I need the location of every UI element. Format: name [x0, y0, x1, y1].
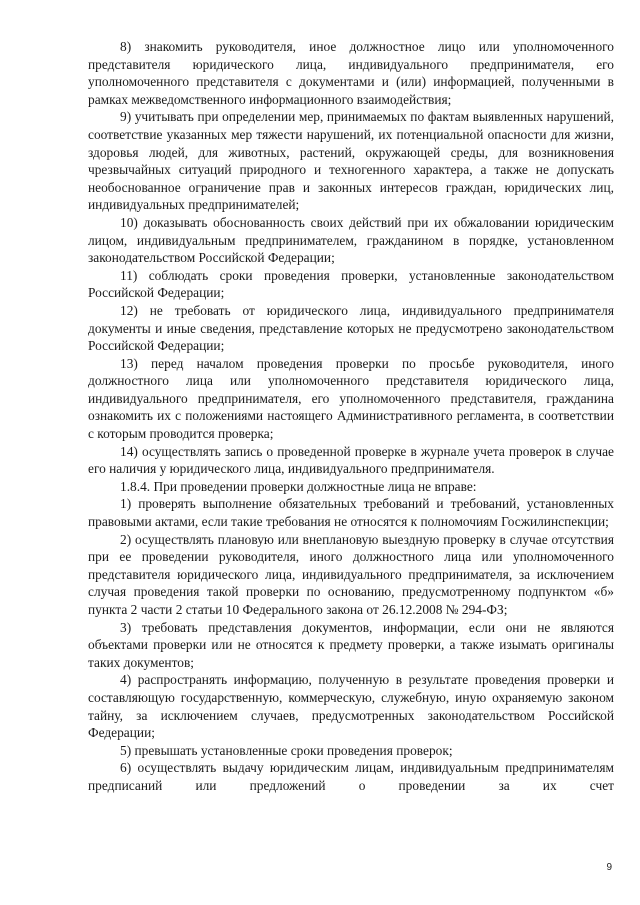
prohibition-item-1: 1) проверять выполнение обязательных требований и требований, установленных правовыми актами, если такие требования не относятся к полномочиям Госжилинспекции;	[88, 496, 614, 530]
paragraph-item-9: 9) учитывать при определении мер, принимаемых по фактам выявленных нарушений, соответствие указанных мер тяжести нарушений, их потенциальной опасности для жизни, здоровья людей, для животных, растений, окружающей среды, для возникновения чрезвычайных ситуаций природного и техногенного характера, а также не допускать необоснованное ограничение прав и законных интересов граждан, юридических лиц, индивидуальных предпринимателей;	[88, 109, 614, 213]
paragraph-item-11: 11) соблюдать сроки проведения проверки, установленные законодательством Российской Федерации;	[88, 267, 614, 301]
paragraph-item-14: 14) осуществлять запись о проведенной проверке в журнале учета проверок в случае его наличия у юридического лица, индивидуального предпринимателя.	[88, 443, 614, 477]
paragraph-item-13: 13) перед началом проведения проверки по просьбе руководителя, иного должностного лица или уполномоченного представителя юридического лица, индивидуального предпринимателя, его уполномоченного представителя, гражданина ознакомить их с положениями настоящего Административного регламента, в соответствии с которым проводится проверка;	[88, 355, 614, 442]
paragraph-item-8: 8) знакомить руководителя, иное должностное лицо или уполномоченного представителя юридического лица, индивидуального предпринимателя, его уполномоченного представителя с документами и (или) информацией, полученными в рамках межведомственного информационного взаимодействия;	[88, 39, 614, 107]
paragraph-item-10: 10) доказывать обоснованность своих действий при их обжаловании юридическим лицом, индивидуальным предпринимателем, гражданином в порядке, установленном законодательством Российской Федерации;	[88, 214, 614, 266]
prohibition-item-6: 6) осуществлять выдачу юридическим лицам, индивидуальным предпринимателям предписаний или предложений о проведении за их счет	[88, 760, 614, 793]
prohibition-item-5: 5) превышать установленные сроки проведения проверок;	[120, 742, 453, 758]
page-number: 9	[606, 862, 612, 873]
section-heading-1-8-4: 1.8.4. При проведении проверки должностные лица не вправе:	[120, 478, 477, 494]
prohibition-item-3: 3) требовать представления документов, информации, если они не являются объектами проверки или не относятся к предмету проверки, а также изымать оригиналы таких документов;	[88, 619, 614, 670]
prohibition-item-4: 4) распространять информацию, полученную в результате проведения проверки и составляющую государственную, коммерческую, служебную, иную охраняемую законом тайну, за исключением случаев, предусмотренных законодательством Российской Федерации;	[88, 672, 614, 741]
prohibition-item-2: 2) осуществлять плановую или внеплановую выездную проверку в случае отсутствия при ее проведении руководителя, иного должностного лица или уполномоченного представителя юридического лица, индивидуального предпринимателя, за исключением случая проведения такой проверки по основанию, предусмотренному подпунктом «б» пункта 2 части 2 статьи 10 Федерального закона от 26.12.2008 № 294-ФЗ;	[88, 531, 614, 617]
document-page	[88, 38, 614, 795]
paragraph-item-12: 12) не требовать от юридического лица, индивидуального предпринимателя документы и иные сведения, представление которых не предусмотрено законодательством Российской Федерации;	[88, 302, 614, 354]
